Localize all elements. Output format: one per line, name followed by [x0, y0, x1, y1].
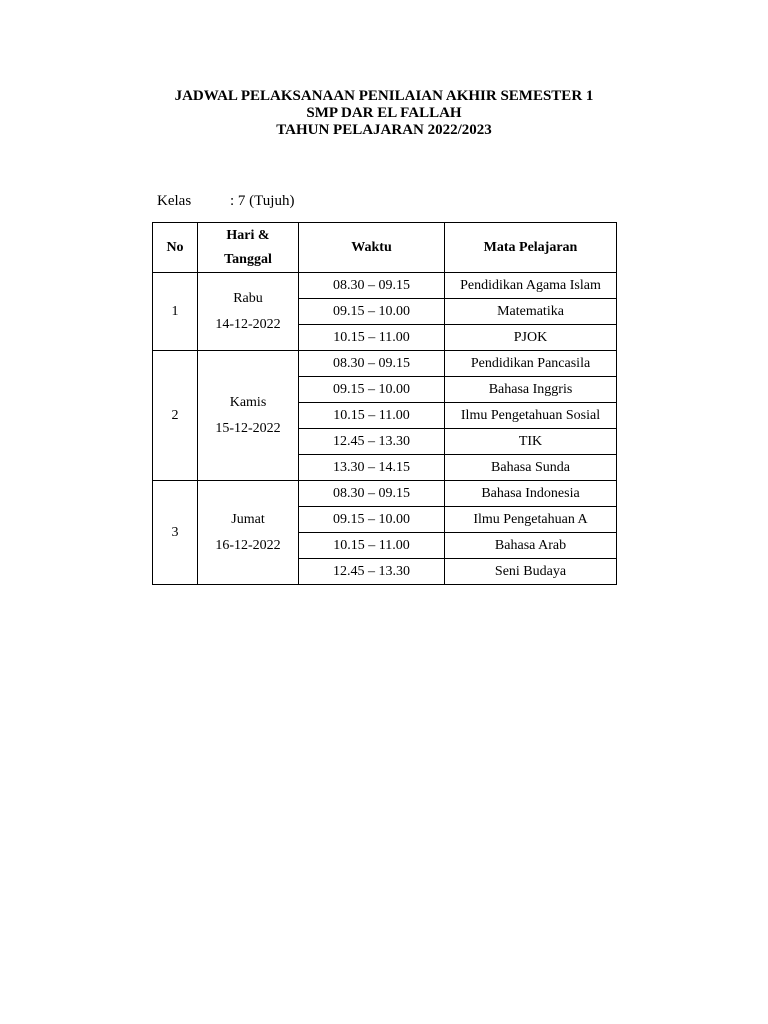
header-hari: Hari & — [226, 227, 270, 243]
day-number: 3 — [153, 481, 198, 585]
time-cell: 09.15 – 10.00 — [299, 507, 445, 533]
subject-cell: Bahasa Sunda — [445, 455, 617, 481]
subject-cell: Pendidikan Pancasila — [445, 351, 617, 377]
exam-schedule-table — [152, 222, 617, 585]
time-cell: 10.15 – 11.00 — [299, 533, 445, 559]
table-row — [153, 273, 617, 299]
header-mata-pelajaran: Mata Pelajaran — [445, 223, 617, 273]
day-date: 14-12-2022 — [215, 316, 281, 332]
subject-cell: Pendidikan Agama Islam — [445, 273, 617, 299]
day-name: Kamis — [229, 394, 267, 410]
subject-cell: Ilmu Pengetahuan Sosial — [445, 403, 617, 429]
table-row — [153, 481, 617, 507]
class-value: : 7 (Tujuh) — [230, 193, 295, 209]
subject-cell: TIK — [445, 429, 617, 455]
time-cell: 08.30 – 09.15 — [299, 351, 445, 377]
time-cell: 08.30 – 09.15 — [299, 273, 445, 299]
time-cell: 09.15 – 10.00 — [299, 377, 445, 403]
header-hari-tanggal — [198, 223, 299, 273]
time-cell: 13.30 – 14.15 — [299, 455, 445, 481]
day-date: 16-12-2022 — [215, 537, 281, 553]
day-date: 15-12-2022 — [215, 420, 281, 436]
header-no: No — [153, 223, 198, 273]
subject-cell: Ilmu Pengetahuan A — [445, 507, 617, 533]
subject-cell: Bahasa Inggris — [445, 377, 617, 403]
header-tanggal: Tanggal — [224, 251, 272, 267]
time-cell: 08.30 – 09.15 — [299, 481, 445, 507]
day-name: Rabu — [233, 290, 263, 306]
day-number: 2 — [153, 351, 198, 481]
day-number: 1 — [153, 273, 198, 351]
header-waktu: Waktu — [299, 223, 445, 273]
subject-cell: PJOK — [445, 325, 617, 351]
day-name: Jumat — [231, 511, 265, 527]
academic-year: TAHUN PELAJARAN 2022/2023 — [276, 122, 492, 138]
time-cell: 10.15 – 11.00 — [299, 403, 445, 429]
table-header-row — [153, 223, 617, 273]
time-cell: 12.45 – 13.30 — [299, 429, 445, 455]
time-cell: 10.15 – 11.00 — [299, 325, 445, 351]
time-cell: 12.45 – 13.30 — [299, 559, 445, 585]
school-name: SMP DAR EL FALLAH — [306, 105, 462, 121]
day-cell — [198, 351, 299, 481]
time-cell: 09.15 – 10.00 — [299, 299, 445, 325]
day-cell — [198, 273, 299, 351]
class-label: Kelas — [157, 193, 192, 209]
subject-cell: Bahasa Arab — [445, 533, 617, 559]
subject-cell: Matematika — [445, 299, 617, 325]
class-info — [157, 193, 294, 210]
subject-cell: Seni Budaya — [445, 559, 617, 585]
table-row — [153, 351, 617, 377]
day-cell — [198, 481, 299, 585]
subject-cell: Bahasa Indonesia — [445, 481, 617, 507]
document-title: JADWAL PELAKSANAAN PENILAIAN AKHIR SEMESTER 1 — [174, 88, 594, 104]
